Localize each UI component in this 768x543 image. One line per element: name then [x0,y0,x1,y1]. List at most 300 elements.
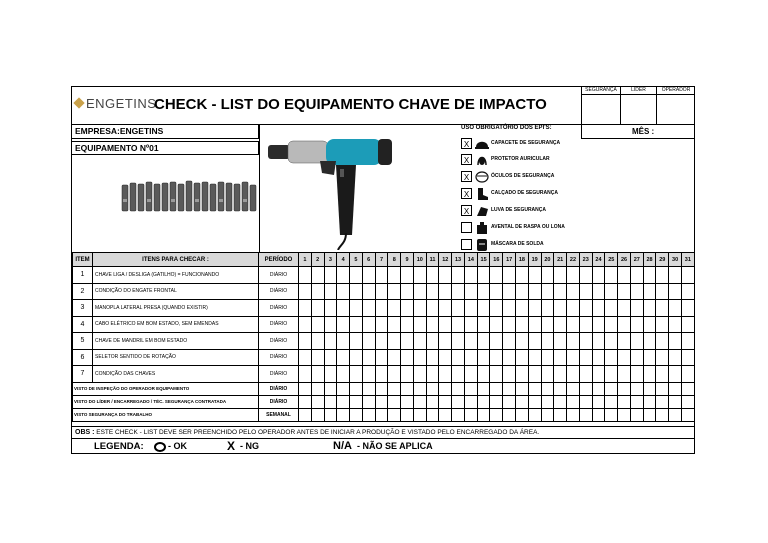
day-check-cell[interactable] [299,382,312,395]
day-check-cell[interactable] [426,382,439,395]
day-check-cell[interactable] [567,395,580,408]
day-check-cell[interactable] [681,366,694,383]
day-check-cell[interactable] [490,408,503,421]
day-check-cell[interactable] [630,366,643,383]
day-check-cell[interactable] [592,333,605,350]
day-check-cell[interactable] [528,267,541,284]
day-check-cell[interactable] [490,267,503,284]
day-check-cell[interactable] [681,395,694,408]
day-check-cell[interactable] [299,408,312,421]
day-check-cell[interactable] [681,333,694,350]
day-check-cell[interactable] [337,316,350,333]
day-check-cell[interactable] [452,300,465,317]
day-check-cell[interactable] [439,333,452,350]
day-check-cell[interactable] [681,267,694,284]
day-check-cell[interactable] [388,366,401,383]
day-check-cell[interactable] [426,283,439,300]
epi-checkbox[interactable] [461,239,472,250]
day-check-cell[interactable] [656,349,669,366]
day-check-cell[interactable] [503,333,516,350]
day-check-cell[interactable] [413,300,426,317]
day-check-cell[interactable] [643,333,656,350]
day-check-cell[interactable] [452,395,465,408]
day-check-cell[interactable] [337,267,350,284]
day-check-cell[interactable] [350,349,363,366]
day-check-cell[interactable] [452,366,465,383]
day-check-cell[interactable] [516,395,529,408]
day-check-cell[interactable] [413,316,426,333]
day-check-cell[interactable] [311,300,324,317]
day-check-cell[interactable] [541,267,554,284]
day-check-cell[interactable] [350,408,363,421]
day-check-cell[interactable] [388,300,401,317]
day-check-cell[interactable] [605,382,618,395]
day-check-cell[interactable] [528,382,541,395]
day-check-cell[interactable] [605,300,618,317]
day-check-cell[interactable] [490,366,503,383]
day-check-cell[interactable] [401,300,414,317]
day-check-cell[interactable] [311,395,324,408]
day-check-cell[interactable] [630,408,643,421]
day-check-cell[interactable] [554,366,567,383]
day-check-cell[interactable] [579,366,592,383]
day-check-cell[interactable] [464,333,477,350]
day-check-cell[interactable] [579,333,592,350]
day-check-cell[interactable] [579,316,592,333]
day-check-cell[interactable] [605,283,618,300]
day-check-cell[interactable] [541,382,554,395]
signature-field-operador[interactable] [657,95,695,124]
day-check-cell[interactable] [541,283,554,300]
day-check-cell[interactable] [375,349,388,366]
day-check-cell[interactable] [375,382,388,395]
day-check-cell[interactable] [490,382,503,395]
day-check-cell[interactable] [413,366,426,383]
day-check-cell[interactable] [567,333,580,350]
day-check-cell[interactable] [516,316,529,333]
day-check-cell[interactable] [579,408,592,421]
day-check-cell[interactable] [567,366,580,383]
day-check-cell[interactable] [388,408,401,421]
day-check-cell[interactable] [375,366,388,383]
day-check-cell[interactable] [337,408,350,421]
day-check-cell[interactable] [464,283,477,300]
day-check-cell[interactable] [401,408,414,421]
day-check-cell[interactable] [618,283,631,300]
day-check-cell[interactable] [477,395,490,408]
day-check-cell[interactable] [324,349,337,366]
day-check-cell[interactable] [375,333,388,350]
day-check-cell[interactable] [669,408,682,421]
day-check-cell[interactable] [541,349,554,366]
day-check-cell[interactable] [592,408,605,421]
day-check-cell[interactable] [630,382,643,395]
day-check-cell[interactable] [439,349,452,366]
day-check-cell[interactable] [618,300,631,317]
day-check-cell[interactable] [388,395,401,408]
day-check-cell[interactable] [388,333,401,350]
day-check-cell[interactable] [413,382,426,395]
day-check-cell[interactable] [528,349,541,366]
day-check-cell[interactable] [299,300,312,317]
day-check-cell[interactable] [350,366,363,383]
day-check-cell[interactable] [311,283,324,300]
day-check-cell[interactable] [618,408,631,421]
day-check-cell[interactable] [299,395,312,408]
day-check-cell[interactable] [567,349,580,366]
day-check-cell[interactable] [350,395,363,408]
day-check-cell[interactable] [567,300,580,317]
day-check-cell[interactable] [669,283,682,300]
day-check-cell[interactable] [579,395,592,408]
day-check-cell[interactable] [503,395,516,408]
day-check-cell[interactable] [554,349,567,366]
day-check-cell[interactable] [362,267,375,284]
day-check-cell[interactable] [554,395,567,408]
day-check-cell[interactable] [516,382,529,395]
day-check-cell[interactable] [324,366,337,383]
day-check-cell[interactable] [567,382,580,395]
day-check-cell[interactable] [681,408,694,421]
day-check-cell[interactable] [554,333,567,350]
day-check-cell[interactable] [324,316,337,333]
day-check-cell[interactable] [452,316,465,333]
day-check-cell[interactable] [375,300,388,317]
day-check-cell[interactable] [541,316,554,333]
day-check-cell[interactable] [337,300,350,317]
day-check-cell[interactable] [477,349,490,366]
day-check-cell[interactable] [337,333,350,350]
day-check-cell[interactable] [401,366,414,383]
day-check-cell[interactable] [477,366,490,383]
day-check-cell[interactable] [452,267,465,284]
day-check-cell[interactable] [413,267,426,284]
day-check-cell[interactable] [324,395,337,408]
day-check-cell[interactable] [337,382,350,395]
day-check-cell[interactable] [618,366,631,383]
day-check-cell[interactable] [490,333,503,350]
day-check-cell[interactable] [567,267,580,284]
day-check-cell[interactable] [337,366,350,383]
day-check-cell[interactable] [605,349,618,366]
day-check-cell[interactable] [452,408,465,421]
day-check-cell[interactable] [605,408,618,421]
day-check-cell[interactable] [681,349,694,366]
day-check-cell[interactable] [401,283,414,300]
day-check-cell[interactable] [426,267,439,284]
day-check-cell[interactable] [413,283,426,300]
day-check-cell[interactable] [618,395,631,408]
day-check-cell[interactable] [439,300,452,317]
day-check-cell[interactable] [618,382,631,395]
day-check-cell[interactable] [528,408,541,421]
day-check-cell[interactable] [643,366,656,383]
day-check-cell[interactable] [452,333,465,350]
day-check-cell[interactable] [605,333,618,350]
day-check-cell[interactable] [464,366,477,383]
day-check-cell[interactable] [554,300,567,317]
day-check-cell[interactable] [477,408,490,421]
day-check-cell[interactable] [656,283,669,300]
day-check-cell[interactable] [605,316,618,333]
day-check-cell[interactable] [656,300,669,317]
day-check-cell[interactable] [669,382,682,395]
day-check-cell[interactable] [681,316,694,333]
day-check-cell[interactable] [413,349,426,366]
day-check-cell[interactable] [503,283,516,300]
day-check-cell[interactable] [464,395,477,408]
day-check-cell[interactable] [388,382,401,395]
day-check-cell[interactable] [669,333,682,350]
day-check-cell[interactable] [503,408,516,421]
day-check-cell[interactable] [401,382,414,395]
day-check-cell[interactable] [605,267,618,284]
day-check-cell[interactable] [567,316,580,333]
day-check-cell[interactable] [643,395,656,408]
day-check-cell[interactable] [528,366,541,383]
day-check-cell[interactable] [350,316,363,333]
day-check-cell[interactable] [541,408,554,421]
day-check-cell[interactable] [643,267,656,284]
day-check-cell[interactable] [643,408,656,421]
day-check-cell[interactable] [350,382,363,395]
day-check-cell[interactable] [464,382,477,395]
day-check-cell[interactable] [490,300,503,317]
day-check-cell[interactable] [643,349,656,366]
day-check-cell[interactable] [464,408,477,421]
day-check-cell[interactable] [490,395,503,408]
day-check-cell[interactable] [541,366,554,383]
day-check-cell[interactable] [439,408,452,421]
day-check-cell[interactable] [413,395,426,408]
day-check-cell[interactable] [528,283,541,300]
day-check-cell[interactable] [503,300,516,317]
day-check-cell[interactable] [477,300,490,317]
day-check-cell[interactable] [413,408,426,421]
day-check-cell[interactable] [503,316,516,333]
day-check-cell[interactable] [516,349,529,366]
day-check-cell[interactable] [630,300,643,317]
day-check-cell[interactable] [477,382,490,395]
day-check-cell[interactable] [567,283,580,300]
day-check-cell[interactable] [299,349,312,366]
day-check-cell[interactable] [337,349,350,366]
day-check-cell[interactable] [439,366,452,383]
day-check-cell[interactable] [375,395,388,408]
day-check-cell[interactable] [324,382,337,395]
day-check-cell[interactable] [426,333,439,350]
day-check-cell[interactable] [401,316,414,333]
day-check-cell[interactable] [439,283,452,300]
day-check-cell[interactable] [324,408,337,421]
day-check-cell[interactable] [554,382,567,395]
day-check-cell[interactable] [669,267,682,284]
day-check-cell[interactable] [656,366,669,383]
day-check-cell[interactable] [528,316,541,333]
day-check-cell[interactable] [439,382,452,395]
day-check-cell[interactable] [311,366,324,383]
day-check-cell[interactable] [426,408,439,421]
day-check-cell[interactable] [477,333,490,350]
day-check-cell[interactable] [541,333,554,350]
day-check-cell[interactable] [452,349,465,366]
day-check-cell[interactable] [630,267,643,284]
day-check-cell[interactable] [554,267,567,284]
day-check-cell[interactable] [362,382,375,395]
day-check-cell[interactable] [362,366,375,383]
day-check-cell[interactable] [375,316,388,333]
day-check-cell[interactable] [516,408,529,421]
day-check-cell[interactable] [452,382,465,395]
day-check-cell[interactable] [503,267,516,284]
day-check-cell[interactable] [413,333,426,350]
day-check-cell[interactable] [669,366,682,383]
epi-checkbox[interactable]: X [461,154,472,165]
day-check-cell[interactable] [669,300,682,317]
day-check-cell[interactable] [401,395,414,408]
day-check-cell[interactable] [503,382,516,395]
day-check-cell[interactable] [681,300,694,317]
day-check-cell[interactable] [592,300,605,317]
day-check-cell[interactable] [477,267,490,284]
day-check-cell[interactable] [477,316,490,333]
day-check-cell[interactable] [311,333,324,350]
day-check-cell[interactable] [311,349,324,366]
day-check-cell[interactable] [311,408,324,421]
day-check-cell[interactable] [439,395,452,408]
day-check-cell[interactable] [503,349,516,366]
day-check-cell[interactable] [592,366,605,383]
day-check-cell[interactable] [605,395,618,408]
day-check-cell[interactable] [528,395,541,408]
day-check-cell[interactable] [299,267,312,284]
epi-checkbox[interactable]: X [461,188,472,199]
day-check-cell[interactable] [324,300,337,317]
day-check-cell[interactable] [681,382,694,395]
day-check-cell[interactable] [362,333,375,350]
day-check-cell[interactable] [630,333,643,350]
day-check-cell[interactable] [426,395,439,408]
day-check-cell[interactable] [656,395,669,408]
day-check-cell[interactable] [516,300,529,317]
signature-field-seguranca[interactable] [582,95,621,124]
day-check-cell[interactable] [401,349,414,366]
day-check-cell[interactable] [579,283,592,300]
day-check-cell[interactable] [643,316,656,333]
day-check-cell[interactable] [643,283,656,300]
day-check-cell[interactable] [375,408,388,421]
day-check-cell[interactable] [477,283,490,300]
day-check-cell[interactable] [350,283,363,300]
day-check-cell[interactable] [490,316,503,333]
day-check-cell[interactable] [656,333,669,350]
day-check-cell[interactable] [362,395,375,408]
epi-checkbox[interactable] [461,222,472,233]
day-check-cell[interactable] [579,267,592,284]
day-check-cell[interactable] [464,349,477,366]
day-check-cell[interactable] [299,366,312,383]
day-check-cell[interactable] [362,408,375,421]
day-check-cell[interactable] [324,333,337,350]
day-check-cell[interactable] [516,366,529,383]
day-check-cell[interactable] [656,267,669,284]
epi-checkbox[interactable]: X [461,171,472,182]
day-check-cell[interactable] [579,382,592,395]
day-check-cell[interactable] [426,316,439,333]
day-check-cell[interactable] [503,366,516,383]
day-check-cell[interactable] [388,349,401,366]
day-check-cell[interactable] [324,267,337,284]
day-check-cell[interactable] [324,283,337,300]
day-check-cell[interactable] [669,349,682,366]
day-check-cell[interactable] [567,408,580,421]
day-check-cell[interactable] [579,300,592,317]
day-check-cell[interactable] [681,283,694,300]
day-check-cell[interactable] [439,267,452,284]
day-check-cell[interactable] [554,283,567,300]
day-check-cell[interactable] [656,382,669,395]
day-check-cell[interactable] [311,267,324,284]
day-check-cell[interactable] [592,349,605,366]
epi-checkbox[interactable]: X [461,138,472,149]
day-check-cell[interactable] [618,333,631,350]
day-check-cell[interactable] [490,283,503,300]
signature-field-lider[interactable] [621,95,657,124]
day-check-cell[interactable] [375,283,388,300]
day-check-cell[interactable] [337,395,350,408]
day-check-cell[interactable] [618,349,631,366]
day-check-cell[interactable] [669,395,682,408]
day-check-cell[interactable] [464,267,477,284]
day-check-cell[interactable] [554,408,567,421]
day-check-cell[interactable] [516,333,529,350]
day-check-cell[interactable] [618,267,631,284]
day-check-cell[interactable] [362,349,375,366]
day-check-cell[interactable] [541,395,554,408]
day-check-cell[interactable] [541,300,554,317]
day-check-cell[interactable] [592,382,605,395]
day-check-cell[interactable] [388,267,401,284]
day-check-cell[interactable] [630,349,643,366]
day-check-cell[interactable] [528,300,541,317]
day-check-cell[interactable] [464,300,477,317]
day-check-cell[interactable] [630,395,643,408]
day-check-cell[interactable] [299,283,312,300]
day-check-cell[interactable] [401,333,414,350]
day-check-cell[interactable] [618,316,631,333]
day-check-cell[interactable] [656,408,669,421]
day-check-cell[interactable] [350,333,363,350]
day-check-cell[interactable] [643,300,656,317]
day-check-cell[interactable] [311,316,324,333]
day-check-cell[interactable] [592,267,605,284]
day-check-cell[interactable] [592,283,605,300]
day-check-cell[interactable] [516,283,529,300]
day-check-cell[interactable] [643,382,656,395]
day-check-cell[interactable] [426,349,439,366]
day-check-cell[interactable] [554,316,567,333]
day-check-cell[interactable] [350,267,363,284]
day-check-cell[interactable] [299,333,312,350]
day-check-cell[interactable] [362,316,375,333]
day-check-cell[interactable] [669,316,682,333]
day-check-cell[interactable] [630,316,643,333]
day-check-cell[interactable] [401,267,414,284]
day-check-cell[interactable] [375,267,388,284]
day-check-cell[interactable] [630,283,643,300]
day-check-cell[interactable] [490,349,503,366]
day-check-cell[interactable] [337,283,350,300]
